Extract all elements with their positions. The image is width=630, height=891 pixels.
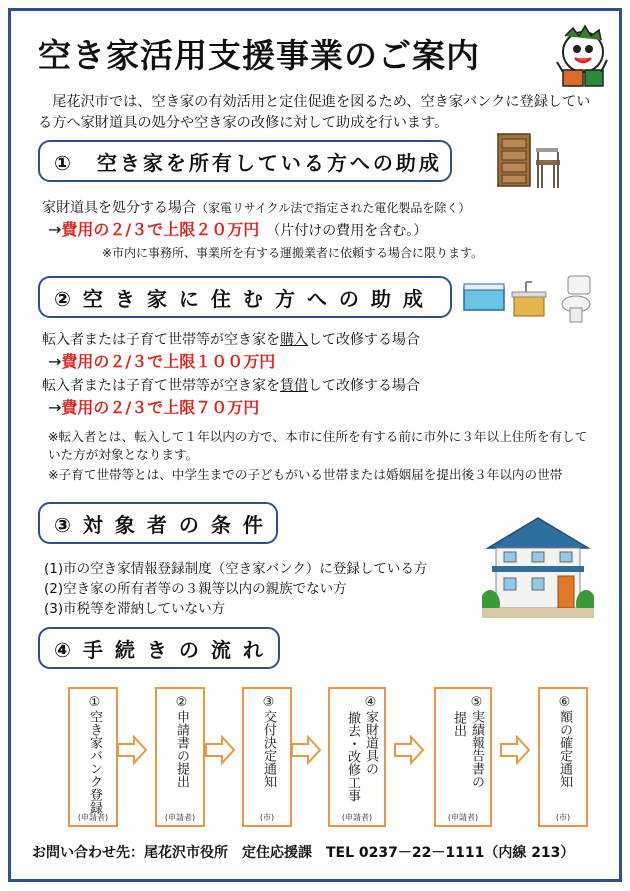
s1-case-line <box>42 198 470 218</box>
flow-step-2 <box>155 687 205 827</box>
flow-step-5 <box>434 687 492 827</box>
section4-heading: ④手続きの流れ <box>38 627 280 669</box>
flow-step-6-text: ⑥額の確定通知 <box>557 695 572 788</box>
condition-2: (2)空き家の所有者等の３親等以内の親族でない方 <box>44 581 347 597</box>
flow-step-6 <box>538 687 588 827</box>
arrow-right-icon <box>204 735 236 765</box>
s2-purchase-subsidy-line <box>48 352 275 373</box>
s2-rent-word: 賃借 <box>280 378 308 394</box>
s2-purchase-prefix: 転入者または子育て世帯等が空き家を <box>42 332 280 348</box>
s2-rent-prefix: 転入者または子育て世帯等が空き家を <box>42 378 280 394</box>
arrow-right-icon <box>393 735 425 765</box>
flow-step-1-text: ①空き家バンク登録 <box>87 695 102 814</box>
s2-arrow-2: → <box>48 398 62 417</box>
flow-step-2-who: (申請者) <box>164 813 196 822</box>
flow-step-1-who: (申請者) <box>77 813 109 822</box>
s2-purchase-subsidy: 費用の２/３で上限１００万円 <box>61 352 276 371</box>
flow-step-3 <box>242 687 292 827</box>
s1-subsidy-line <box>48 220 427 241</box>
flow-step-3-who: (市) <box>259 813 275 822</box>
flow-step-2-text: ②申請書の提出 <box>174 695 189 788</box>
condition-1: (1)市の空き家情報登録制度（空き家バンク）に登録している方 <box>44 561 428 577</box>
s1-subsidy: 費用の２/３で上限２０万円 <box>61 220 260 239</box>
s2-note2: ※子育て世帯等とは、中学生までの子どもがいる世帯または婚姻届を提出後３年以内の世帯 <box>48 467 563 482</box>
flow-step-5-text-b: 提出 <box>451 711 466 737</box>
section2-heading: ②空き家に住む方への助成 <box>38 276 452 318</box>
flow-step-5-text-a: ⑤実績報告書の <box>469 695 484 788</box>
flow-step-4-who: (申請者) <box>341 813 373 822</box>
section3-heading: ③対象者の条件 <box>38 502 278 544</box>
flow-step-1 <box>68 687 118 827</box>
flow-step-4 <box>328 687 386 827</box>
s2-rent-subsidy-line <box>48 398 259 419</box>
flow-step-4-text-b: 撤去・改修工事 <box>345 711 360 802</box>
s1-arrow: → <box>48 220 62 239</box>
s2-purchase-line <box>42 330 420 350</box>
flow-step-4-text-a: ④家財道具の <box>363 695 378 775</box>
s1-case: 家財道具を処分する場合 <box>42 200 196 216</box>
house-icon <box>482 512 594 624</box>
flow-step-3-text: ③交付決定通知 <box>261 695 276 788</box>
s1-case-note: （家電リサイクル法で指定された電化製品を除く） <box>196 201 471 215</box>
mascot-icon <box>545 22 617 94</box>
flow-step-6-who: (市) <box>555 813 571 822</box>
s2-arrow-1: → <box>48 352 62 371</box>
intro-text: 尾花沢市では、空き家の有効活用と定住促進を図るため、空き家バンクに登録している方へ家財道具の処分や空き家の改修に対して助成を行います。 <box>38 94 591 131</box>
s1-footnote: ※市内に事務所、事業所を有する運搬業者に依頼する場合に限ります。 <box>102 246 484 260</box>
arrow-right-icon <box>290 735 322 765</box>
s2-rent-suffix: して改修する場合 <box>308 378 420 394</box>
flow-step-5-who: (申請者) <box>447 813 479 822</box>
s2-rent-line <box>42 376 420 396</box>
s2-rent-subsidy: 費用の２/３で上限７０万円 <box>61 398 260 417</box>
arrow-right-icon <box>499 735 531 765</box>
s2-note1: ※転入者とは、転入して１年以内の方で、本市に住所を有する前に市外に３年以上住所を有していた方が対象となります。 <box>48 429 588 462</box>
s1-subsidy-note: （片付けの費用を含む。） <box>273 223 428 239</box>
dresser-chair-icon <box>496 130 566 190</box>
page-title: 空き家活用支援事業のご案内 <box>38 36 480 75</box>
s2-purchase-word: 購入 <box>280 332 308 348</box>
s2-purchase-suffix: して改修する場合 <box>308 332 420 348</box>
condition-3: (3)市税等を滞納していない方 <box>44 601 226 617</box>
contact-info: お問い合わせ先：尾花沢市役所 定住応援課 TEL 0237－22－1111（内線 213） <box>32 845 575 861</box>
arrow-right-icon <box>116 735 148 765</box>
bath-kitchen-toilet-icon <box>462 270 602 326</box>
section1-heading: ① 空き家を所有している方への助成 <box>38 140 452 182</box>
